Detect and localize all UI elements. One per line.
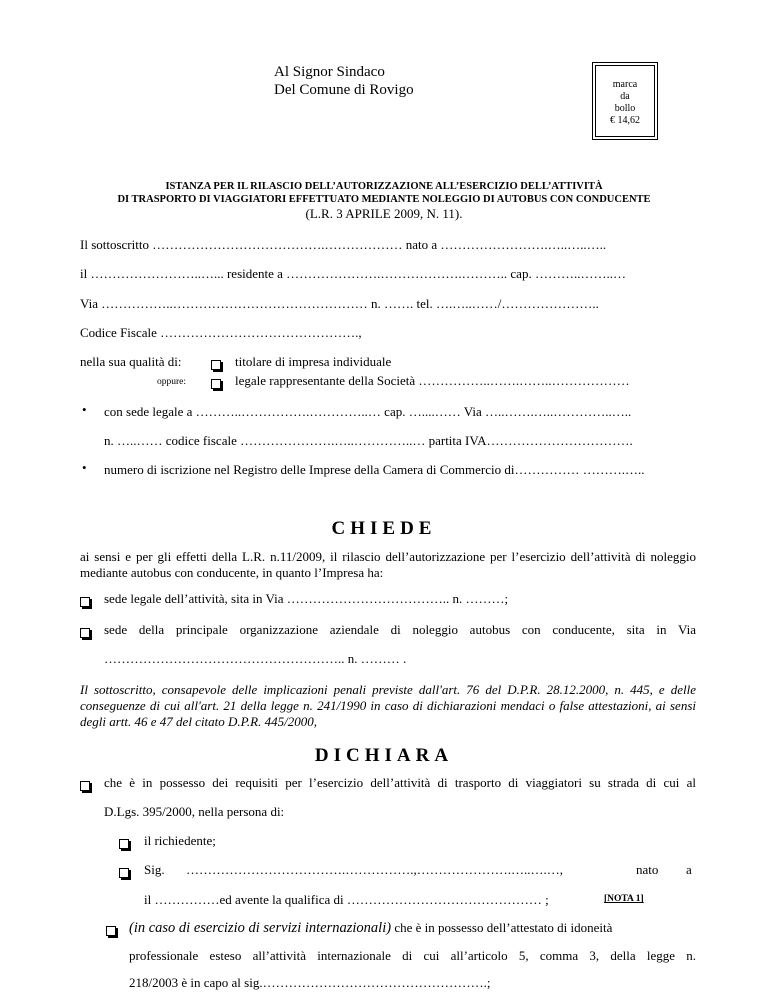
chiede-intro: ai sensi e per gli effetti della L.R. n.11/2009, il rilascio dell’autorizzazione per l’esercizio dell’attività di noleggio mediante autobus con conducente, in quanto l’Impresa ha: [80, 549, 696, 580]
international-person-field[interactable]: 218/2003 è in capo al sig.…………………………………………….; [129, 975, 491, 990]
international-item-line2: professionale esteso all’attività internazionale di cui all’articolo 5, comma 3, della legge n. [129, 948, 696, 963]
document-title-line1: ISTANZA PER IL RILASCIO DELL’AUTORIZZAZIONE ALL’ESERCIZIO DELL’ATTIVITÀ [165, 181, 603, 192]
requirements-item: che è in possesso dei requisiti per l’esercizio dell’attività di trasporto di viaggiatori su strada di cui al [104, 775, 696, 790]
checkbox-international[interactable] [106, 922, 116, 940]
document-title-line3: (L.R. 3 APRILE 2009, N. 11). [305, 206, 463, 221]
birth-residence-field[interactable]: il ……………………..…... residente a ………………….……………….……….. cap. ………..……..… [80, 266, 626, 281]
checkbox-requirements[interactable] [80, 777, 90, 795]
legal-seat-option: sede legale dell’attività, sita in Via ……………………………….. n. ………; [104, 591, 509, 606]
registry-number-field[interactable]: numero di iscrizione nel Registro delle Imprese della Camera di Commercio di…………… ……….….. [104, 462, 645, 477]
nato-label: nato [636, 862, 659, 877]
main-org-option: sede della principale organizzazione aziendale di noleggio autobus con conducente, sita in Via [104, 622, 696, 637]
checkbox-legal-seat[interactable] [80, 593, 90, 611]
main-org-address-field[interactable]: ……………………………………………….. n. ……… . [104, 651, 407, 666]
international-item [129, 920, 612, 937]
international-rest: che è in possesso dell’attestato di idoneità [391, 920, 613, 935]
bullet-icon: • [82, 460, 87, 475]
stamp-line4: € 14,62 [610, 115, 640, 126]
chiede-heading: CHIEDE [331, 518, 437, 539]
applicant-option: il richiedente; [144, 833, 216, 848]
recipient-line1: Al Signor Sindaco [274, 64, 385, 80]
sig-label: Sig. [144, 862, 165, 877]
revenue-stamp-box [592, 62, 658, 140]
requirements-item-line2: D.Lgs. 395/2000, nella persona di: [104, 804, 285, 819]
nota-reference[interactable]: [NOTA 1] [604, 894, 644, 904]
address-phone-field[interactable]: Via ……………..……………………………………… n. ……. tel. ….…..……/………………….. [80, 296, 599, 311]
capacity-label: nella sua qualità di: [80, 354, 182, 369]
checkbox-legal-rep[interactable] [211, 375, 221, 393]
document-title-line2: DI TRASPORTO DI VIAGGIATORI EFFETTUATO MEDIANTE NOLEGGIO DI AUTOBUS CON CONDUCENTE [117, 194, 651, 205]
declaration-paragraph: Il sottoscritto, consapevole delle implicazioni penali previste dall'art. 76 del D.P.R. 28.12.2000, n. 445, e delle conseguenze di cui all'art. 21 della legge n. 241/1990 in caso di dichiarazioni mendaci o false attestazioni, ai sensi degli artt. 46 e 47 del citato D.P.R. 445/2000, [80, 682, 696, 729]
option-legal-rep: legale rappresentante della Società ……………..…….……..……………… [235, 373, 630, 388]
stamp-line1: marca [612, 79, 638, 90]
recipient-line2: Del Comune di Rovigo [274, 82, 414, 98]
company-seat-field[interactable]: con sede legale a ………..…………….…………..… cap. …....…… Via …..…….…..…………..….. [104, 404, 632, 419]
option-sole-owner: titolare di impresa individuale [235, 354, 392, 369]
dichiara-heading: DICHIARA [314, 745, 454, 766]
a-label: a [686, 862, 692, 877]
checkbox-main-org[interactable] [80, 624, 90, 642]
checkbox-other-person[interactable] [119, 864, 129, 882]
tax-code-field[interactable]: Codice Fiscale ………………………………………., [80, 325, 362, 340]
recipient-address [274, 63, 414, 99]
checkbox-applicant[interactable] [119, 835, 129, 853]
qualification-field[interactable]: il ……………ed avente la qualifica di ……………………………………… ; [144, 892, 549, 907]
stamp-line2: da [620, 91, 630, 102]
stamp-line3: bollo [614, 103, 636, 114]
oppure-label: oppure: [157, 377, 187, 387]
bullet-icon: • [82, 402, 87, 417]
applicant-name-field[interactable]: Il sottoscritto ………………………………….……………… nato a …………………….…..…..….. [80, 237, 607, 252]
checkbox-sole-owner[interactable] [211, 356, 221, 374]
international-italic: (in caso di esercizio di servizi internazionali) [129, 920, 392, 936]
company-tax-field[interactable]: n. …..…… codice fiscale ………………….…..…………..… partita IVA……………………………. [104, 433, 633, 448]
sig-name-field[interactable]: ……………………………….…………….,………………….…..….…, [186, 862, 563, 877]
